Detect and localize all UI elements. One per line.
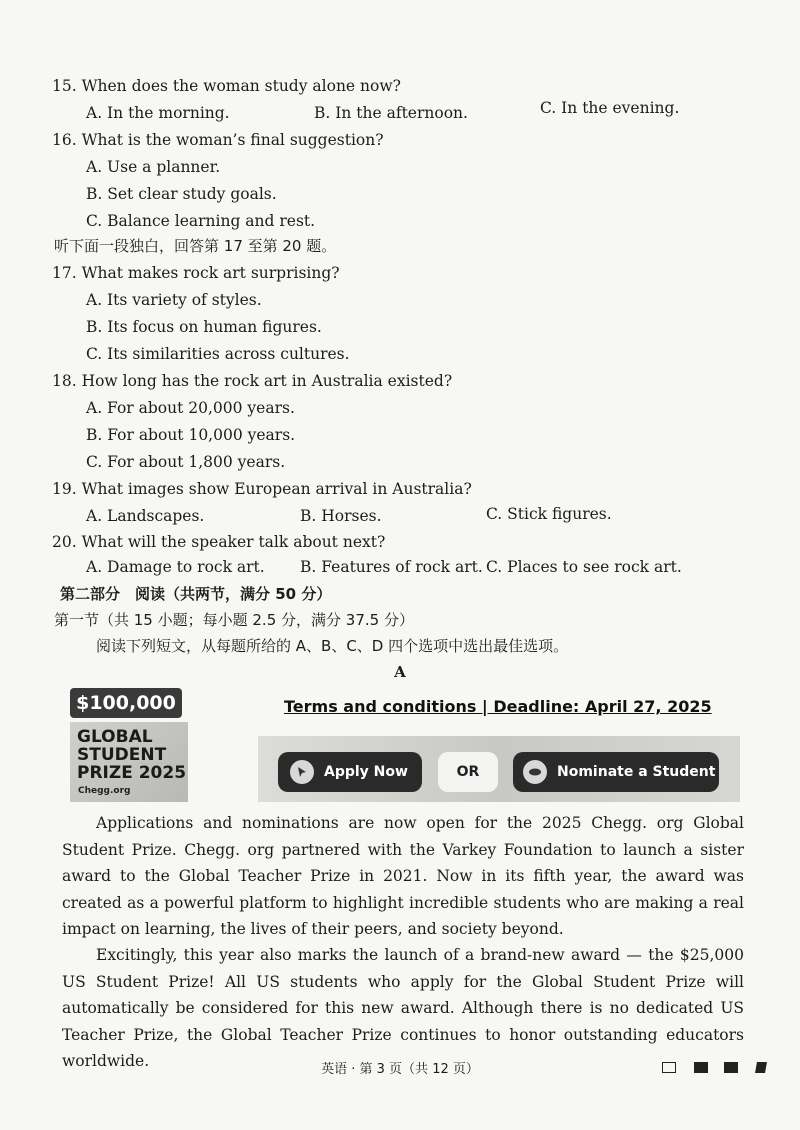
or-label: OR <box>456 764 480 780</box>
prize-amount-badge: $100,000 <box>70 688 182 718</box>
question-20-option-a: A. Damage to rock art. <box>86 558 265 576</box>
mark-outline <box>662 1062 676 1073</box>
prize-line-1: GLOBAL <box>77 727 153 747</box>
question-15-stem: 15. When does the woman study alone now? <box>52 77 401 95</box>
question-17-option-b: B. Its focus on human figures. <box>86 318 322 336</box>
mark-solid-3 <box>755 1062 767 1073</box>
question-19-option-c: C. Stick figures. <box>486 505 612 523</box>
question-20-stem: 20. What will the speaker talk about next? <box>52 533 386 551</box>
question-19-option-a: A. Landscapes. <box>86 507 205 525</box>
question-18-option-a: A. For about 20,000 years. <box>86 399 295 417</box>
apply-now-label: Apply Now <box>324 764 408 780</box>
prize-line-3: PRIZE 2025 <box>77 763 187 783</box>
reading-part-title: 第二部分 阅读（共两节，满分 50 分） <box>60 585 332 603</box>
nominate-student-button[interactable] <box>513 752 719 792</box>
prize-line-2: STUDENT <box>77 745 167 765</box>
apply-now-button[interactable] <box>278 752 422 792</box>
question-17-option-a: A. Its variety of styles. <box>86 291 262 309</box>
question-16-option-c: C. Balance learning and rest. <box>86 212 316 230</box>
question-17-option-c: C. Its similarities across cultures. <box>86 345 350 363</box>
question-19-stem: 19. What images show European arrival in Australia? <box>52 480 472 498</box>
passage-paragraph-1: Applications and nominations are now open for the 2025 Chegg. org Global Student Prize. Chegg. org partnered with the Varkey Foundation to launch a sister award to the Global Teacher Prize in 2021. Now in its fifth year, the award was created as a powerful platform to highlight incredible students who are making a real impact on learning, the lives of their peers, and society beyond. <box>62 814 744 938</box>
passage-label: A <box>394 663 406 681</box>
reading-instruction: 阅读下列短文，从每题所给的 A、B、C、D 四个选项中选出最佳选项。 <box>96 637 569 655</box>
question-20-option-c: C. Places to see rock art. <box>486 558 682 576</box>
or-divider <box>438 752 498 792</box>
question-16-option-a: A. Use a planner. <box>86 158 221 176</box>
question-15-option-c: C. In the evening. <box>540 99 680 117</box>
nominate-icon <box>523 760 547 784</box>
question-18-option-b: B. For about 10,000 years. <box>86 426 296 444</box>
question-17-stem: 17. What makes rock art surprising? <box>52 264 340 282</box>
global-student-prize-logo <box>70 722 188 802</box>
question-18-stem: 18. How long has the rock art in Australia existed? <box>52 372 453 390</box>
question-15-option-b: B. In the afternoon. <box>314 104 468 122</box>
listening-section-instruction: 听下面一段独白，回答第 17 至第 20 题。 <box>54 237 337 255</box>
cursor-icon <box>290 760 314 784</box>
brand-label: Chegg.org <box>78 786 131 796</box>
mark-solid-1 <box>694 1062 708 1073</box>
question-16-stem: 16. What is the woman’s final suggestion? <box>52 131 384 149</box>
page-footer: 英语 · 第 3 页（共 12 页） <box>321 1062 479 1077</box>
question-15-option-a: A. In the morning. <box>86 104 230 122</box>
nominate-label: Nominate a Student <box>557 764 716 780</box>
question-18-option-c: C. For about 1,800 years. <box>86 453 286 471</box>
question-19-option-b: B. Horses. <box>300 507 382 525</box>
terms-deadline-link[interactable]: Terms and conditions | Deadline: April 27, 2025 <box>284 697 712 716</box>
reading-section-title: 第一节（共 15 小题；每小题 2.5 分，满分 37.5 分） <box>54 611 414 629</box>
question-20-option-b: B. Features of rock art. <box>300 558 483 576</box>
question-16-option-b: B. Set clear study goals. <box>86 185 277 203</box>
passage-paragraph-2: Excitingly, this year also marks the launch of a brand-new award — the $25,000 US Student Prize! All US students who apply for the Global Student Prize will automatically be considered for this new award. Although there is no dedicated US Teacher Prize, the Global Teacher Prize continues to honor outstanding educators worldwide. <box>62 946 744 1070</box>
mark-solid-2 <box>724 1062 738 1073</box>
